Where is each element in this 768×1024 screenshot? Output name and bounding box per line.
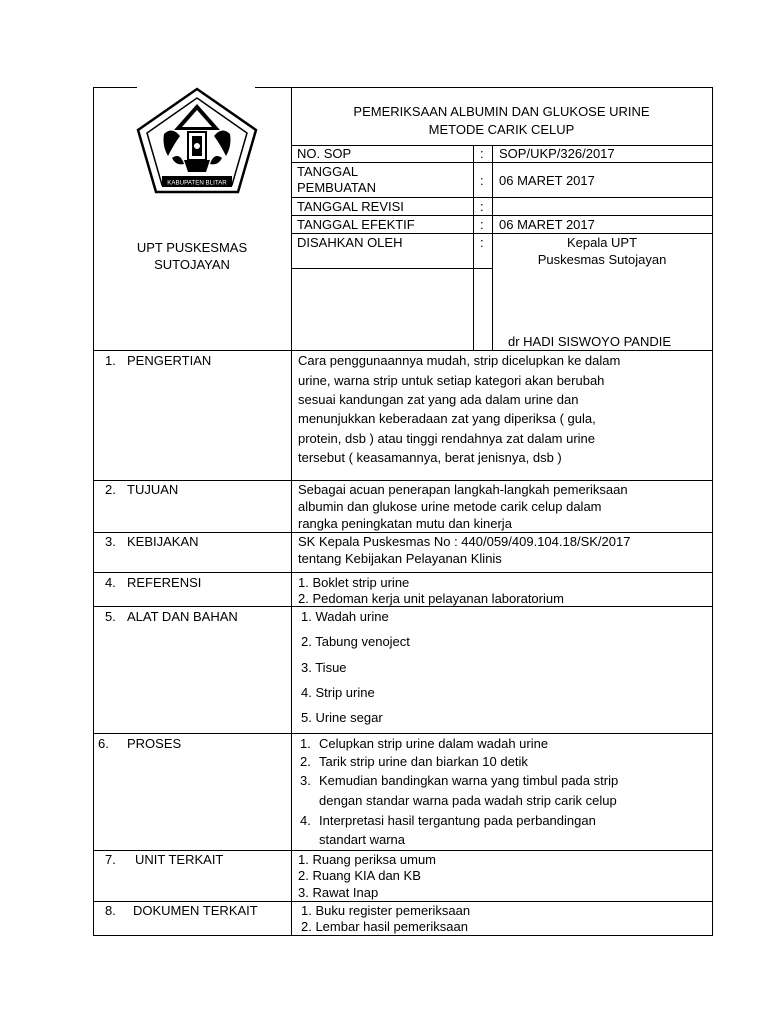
pengertian-line-5: protein, dsb ) atau tinggi rendahnya zat dalam urine xyxy=(298,431,596,446)
pengertian-line-6: tersebut ( keasamannya, berat jenisnya, dsb ) xyxy=(298,450,562,465)
meta-value-no-sop: SOP/UKP/326/2017 xyxy=(499,146,615,161)
section-rule-1 xyxy=(93,350,713,351)
section-rule-3 xyxy=(93,532,713,533)
section-label-unit: UNIT TERKAIT xyxy=(135,852,224,867)
tujuan-line-3: rangka peningkatan mutu dan kinerja xyxy=(298,516,512,531)
unit-item-3: 3. Rawat Inap xyxy=(298,885,379,900)
meta-label-no-sop: NO. SOP xyxy=(297,146,352,161)
meta-label-tanggal-revisi: TANGGAL REVISI xyxy=(297,199,404,214)
kabupaten-blitar-logo xyxy=(134,86,260,196)
org-name-line1: UPT PUSKESMAS xyxy=(136,240,248,255)
document-title-line1: PEMERIKSAAN ALBUMIN DAN GLUKOSE URINE xyxy=(353,104,650,119)
proses-num-1: 1. xyxy=(300,736,311,751)
pengertian-line-1: Cara penggunaannya mudah, strip dicelupkan ke dalam xyxy=(298,353,621,368)
meta-sep-tanggal-revisi: : xyxy=(480,199,484,214)
tujuan-line-1: Sebagai acuan penerapan langkah-langkah pemeriksaan xyxy=(298,482,628,497)
section-num-alat: 5. xyxy=(105,609,116,624)
meta-value-approver-title: Kepala UPT xyxy=(566,235,638,250)
section-label-kebijakan: KEBIJAKAN xyxy=(127,534,199,549)
meta-value-approver-org: Puskesmas Sutojayan xyxy=(537,252,667,267)
section-label-dokumen: DOKUMEN TERKAIT xyxy=(133,903,258,918)
proses-text-3b: dengan standar warna pada wadah strip carik celup xyxy=(319,793,617,808)
section-label-pengertian: PENGERTIAN xyxy=(127,353,212,368)
meta-rule-2 xyxy=(291,197,712,198)
meta-label-tanggal-pembuatan-1: TANGGAL xyxy=(297,164,359,179)
proses-num-3: 3. xyxy=(300,773,311,788)
meta-rule-5 xyxy=(291,268,492,269)
pengertian-line-4: menunjukkan keberadaan zat yang diperiksa ( gula, xyxy=(298,411,596,426)
section-num-unit: 7. xyxy=(105,852,116,867)
meta-rule-1 xyxy=(291,162,712,163)
section-num-tujuan: 2. xyxy=(105,482,116,497)
referensi-item-2: 2. Pedoman kerja unit pelayanan laboratorium xyxy=(298,591,564,606)
section-num-proses: 6. xyxy=(98,736,109,751)
alat-item-2: 2. Tabung venoject xyxy=(301,634,410,649)
meta-sep-line-left xyxy=(473,145,474,350)
section-label-referensi: REFERENSI xyxy=(127,575,202,590)
meta-value-tanggal-efektif: 06 MARET 2017 xyxy=(499,217,595,232)
org-name-line2: SUTOJAYAN xyxy=(154,257,230,272)
proses-num-2: 2. xyxy=(300,754,311,769)
dokumen-item-2: 2. Lembar hasil pemeriksaan xyxy=(301,919,468,934)
section-rule-4 xyxy=(93,572,713,573)
pengertian-line-2: urine, warna strip untuk setiap kategori akan berubah xyxy=(298,373,605,388)
unit-item-1: 1. Ruang periksa umum xyxy=(298,852,437,867)
section-label-proses: PROSES xyxy=(127,736,182,751)
section-num-pengertian: 1. xyxy=(105,353,116,368)
section-rule-8 xyxy=(93,901,713,902)
dokumen-item-1: 1. Buku register pemeriksaan xyxy=(301,903,471,918)
tujuan-line-2: albumin dan glukose urine metode carik celup dalam xyxy=(298,499,602,514)
section-num-referensi: 4. xyxy=(105,575,116,590)
proses-num-4: 4. xyxy=(300,813,311,828)
section-rule-5 xyxy=(93,606,713,607)
pengertian-line-3: sesuai kandungan zat yang ada dalam urine dan xyxy=(298,392,579,407)
signer-name: dr HADI SISWOYO PANDIE xyxy=(508,334,672,349)
section-label-alat: ALAT DAN BAHAN xyxy=(127,609,238,624)
meta-sep-tanggal-efektif: : xyxy=(480,217,484,232)
referensi-item-1: 1. Boklet strip urine xyxy=(298,575,410,590)
proses-text-1: Celupkan strip urine dalam wadah urine xyxy=(319,736,549,751)
proses-text-2: Tarik strip urine dan biarkan 10 detik xyxy=(319,754,528,769)
section-rule-6 xyxy=(93,733,713,734)
alat-item-3: 3. Tisue xyxy=(301,660,347,675)
meta-label-disahkan-oleh: DISAHKAN OLEH xyxy=(297,235,403,250)
meta-rule-4 xyxy=(291,233,712,234)
alat-item-1: 1. Wadah urine xyxy=(301,609,389,624)
meta-value-tanggal-pembuatan: 06 MARET 2017 xyxy=(499,173,595,188)
section-rule-2 xyxy=(93,480,713,481)
alat-item-4: 4. Strip urine xyxy=(301,685,375,700)
meta-label-tanggal-pembuatan-2: PEMBUATAN xyxy=(297,180,376,195)
kebijakan-line-2: tentang Kebijakan Pelayanan Klinis xyxy=(298,551,502,566)
meta-sep-no-sop: : xyxy=(480,146,484,161)
meta-sep-disahkan-oleh: : xyxy=(480,235,484,250)
proses-text-3: Kemudian bandingkan warna yang timbul pada strip xyxy=(319,773,619,788)
section-label-tujuan: TUJUAN xyxy=(127,482,179,497)
kebijakan-line-1: SK Kepala Puskesmas No : 440/059/409.104.18/SK/2017 xyxy=(298,534,631,549)
meta-label-tanggal-efektif: TANGGAL EFEKTIF xyxy=(297,217,415,232)
alat-item-5: 5. Urine segar xyxy=(301,710,383,725)
section-num-dokumen: 8. xyxy=(105,903,116,918)
section-num-kebijakan: 3. xyxy=(105,534,116,549)
logo-banner-text: KABUPATEN BLITAR xyxy=(167,179,227,187)
meta-rule-3 xyxy=(291,215,712,216)
unit-item-2: 2. Ruang KIA dan KB xyxy=(298,868,421,883)
document-title-line2: METODE CARIK CELUP xyxy=(428,122,575,137)
proses-text-4: Interpretasi hasil tergantung pada perbandingan xyxy=(319,813,596,828)
section-rule-7 xyxy=(93,850,713,851)
meta-sep-tanggal-pembuatan: : xyxy=(480,173,484,188)
proses-text-4b: standart warna xyxy=(319,832,405,847)
